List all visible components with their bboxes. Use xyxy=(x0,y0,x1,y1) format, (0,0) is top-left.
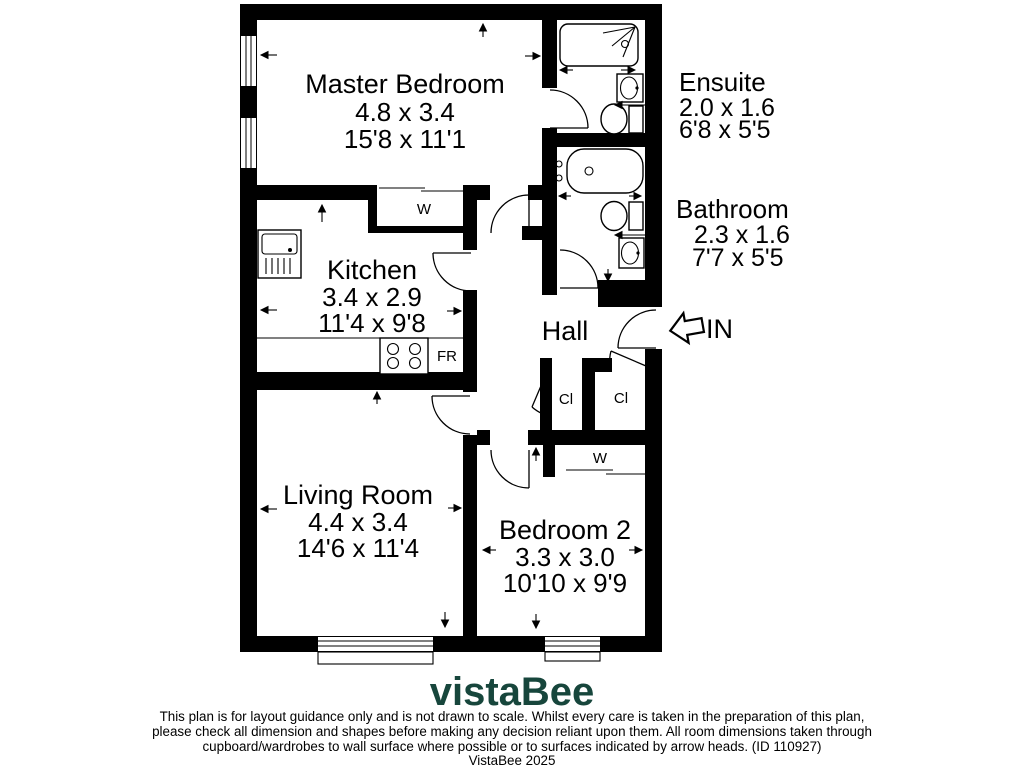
svg-text:11'4 x 9'8: 11'4 x 9'8 xyxy=(318,308,426,338)
stove xyxy=(380,338,428,374)
svg-text:3.3 x 3.0: 3.3 x 3.0 xyxy=(515,542,615,572)
bedroom2-wardrobe-label: W xyxy=(592,450,608,467)
svg-text:Living Room: Living Room xyxy=(282,480,434,510)
svg-text:Ensuite: Ensuite xyxy=(679,67,766,97)
shower xyxy=(560,24,638,66)
svg-text:3.4 x 2.9: 3.4 x 2.9 xyxy=(322,282,422,312)
master-wardrobe-label: W xyxy=(416,201,432,218)
master-window-1 xyxy=(241,36,256,86)
svg-text:6'8 x 5'5: 6'8 x 5'5 xyxy=(679,116,771,144)
svg-text:Kitchen: Kitchen xyxy=(326,255,418,285)
ensuite-sink xyxy=(617,74,643,102)
svg-text:2.3 x 1.6: 2.3 x 1.6 xyxy=(694,221,790,249)
closet-left-label: Cl xyxy=(558,391,574,408)
bathroom-label xyxy=(676,194,790,272)
bathroom-sink xyxy=(619,238,644,268)
svg-text:Master Bedroom: Master Bedroom xyxy=(305,69,505,99)
bedroom2-label xyxy=(499,515,631,598)
disclaimer-line-2: please check all dimension and shapes before making any decision reliant upon them. All room dimensions taken through xyxy=(152,724,872,739)
svg-text:Bedroom 2: Bedroom 2 xyxy=(498,515,632,545)
kitchen-sink xyxy=(258,230,301,278)
hall-label: Hall xyxy=(541,316,589,346)
svg-text:4.4 x 3.4: 4.4 x 3.4 xyxy=(308,507,408,537)
svg-text:14'6 x 11'4: 14'6 x 11'4 xyxy=(296,533,420,563)
bathroom-toilet xyxy=(601,202,643,231)
svg-text:7'7 x 5'5: 7'7 x 5'5 xyxy=(692,244,784,272)
fridge-label: FR xyxy=(437,348,457,365)
svg-text:10'10 x 9'9: 10'10 x 9'9 xyxy=(502,568,628,598)
disclaimer-line-3: cupboard/wardrobes to wall surface where possible or to surfaces indicated by arrow heads. (ID 110927) xyxy=(202,739,822,754)
ensuite-label xyxy=(679,67,775,144)
entrance-opening xyxy=(645,307,662,349)
svg-text:Bathroom: Bathroom xyxy=(676,194,789,224)
vistabee-logo: vistaBee xyxy=(429,670,595,714)
svg-text:15'8 x 11'1: 15'8 x 11'1 xyxy=(343,124,467,154)
disclaimer-line-1: This plan is for layout guidance only and is not drawn to scale. Whilst every care is taken in the preparation of this plan, xyxy=(159,709,865,724)
kitchen-label xyxy=(318,255,426,338)
svg-text:2.0 x 1.6: 2.0 x 1.6 xyxy=(679,94,775,122)
entrance-in-label: IN xyxy=(706,314,733,344)
copyright-line: VistaBee 2025 xyxy=(468,753,556,768)
closet-right-label: Cl xyxy=(613,390,629,407)
master-window-2 xyxy=(241,118,256,168)
svg-text:4.8 x 3.4: 4.8 x 3.4 xyxy=(355,97,455,127)
ensuite-toilet xyxy=(601,104,643,134)
